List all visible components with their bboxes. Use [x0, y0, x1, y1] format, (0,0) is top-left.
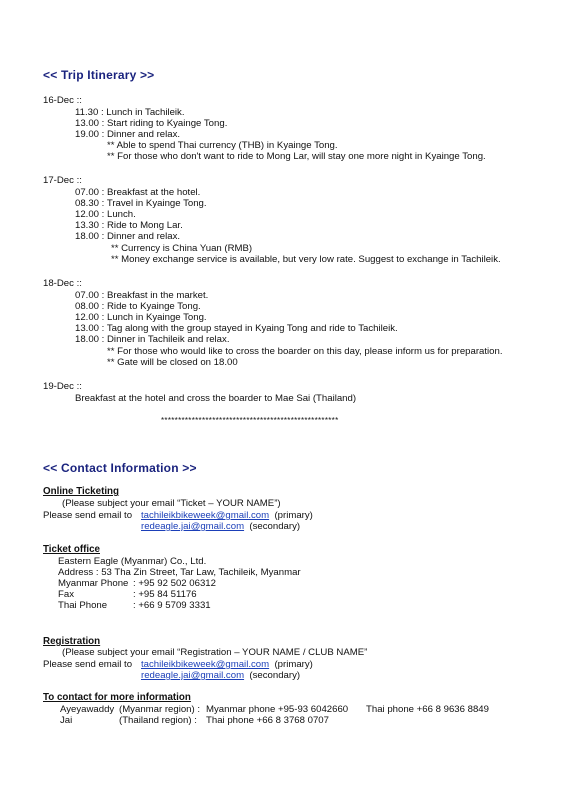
registration-title: Registration: [43, 636, 101, 647]
contact-name: Ayeyawaddy: [60, 704, 115, 715]
thai-phone-label: Thai Phone: [58, 600, 108, 611]
itinerary-item: 08.00 : Ride to Kyainge Tong.: [75, 301, 201, 312]
contact-phone: Thai phone +66 8 3768 0707: [206, 715, 329, 726]
secondary-tag: (secondary): [249, 521, 301, 532]
contact-heading: << Contact Information >>: [43, 461, 197, 475]
itinerary-heading: << Trip Itinerary >>: [43, 68, 155, 82]
more-info-title: To contact for more information: [43, 692, 191, 703]
reg-secondary-email-link[interactable]: redeagle.jai@gmail.com: [141, 670, 245, 681]
day-date: 16-Dec ::: [43, 95, 82, 106]
primary-email-link[interactable]: tachileikbikeweek@gmail.com: [141, 510, 270, 521]
itinerary-item: 19.00 : Dinner and relax.: [75, 129, 181, 140]
itinerary-note: ** For those who would like to cross the boarder on this day, please inform us for preparation.: [107, 346, 503, 357]
itinerary-item: 07.00 : Breakfast at the hotel.: [75, 187, 201, 198]
office-address: Address : 53 Tha Zin Street, Tar Law, Tachileik, Myanmar: [58, 567, 301, 578]
primary-email-row: [141, 510, 313, 522]
contact-region: (Myanmar region) :: [119, 704, 201, 715]
contact-name: Jai: [60, 715, 73, 726]
primary-tag: (primary): [274, 510, 313, 521]
itinerary-item: 07.00 : Breakfast in the market.: [75, 290, 209, 301]
contact-region: (Thailand region) :: [119, 715, 197, 726]
itinerary-note: ** Able to spend Thai currency (THB) in Kyainge Tong.: [107, 140, 338, 151]
itinerary-note: ** Money exchange service is available, but very low rate. Suggest to exchange in Tachileik.: [111, 254, 501, 265]
secondary-email-link[interactable]: redeagle.jai@gmail.com: [141, 521, 245, 532]
itinerary-item: 12.00 : Lunch in Kyainge Tong.: [75, 312, 207, 323]
send-email-label: Please send email to: [43, 659, 133, 670]
thai-phone-value: : +66 9 5709 3331: [133, 600, 211, 611]
itinerary-item: 13.00 : Start riding to Kyainge Tong.: [75, 118, 228, 129]
itinerary-item: 13.30 : Ride to Mong Lar.: [75, 220, 183, 231]
fax-label: Fax: [58, 589, 74, 600]
send-email-label: Please send email to: [43, 510, 133, 521]
online-ticketing-title: Online Ticketing: [43, 486, 120, 497]
itinerary-item: 13.00 : Tag along with the group stayed in Kyaing Tong and ride to Tachileik.: [75, 323, 398, 334]
phone-label: Myanmar Phone: [58, 578, 129, 589]
secondary-email-row: [141, 521, 300, 533]
reg-secondary-email-row: [141, 670, 300, 682]
primary-tag: (primary): [274, 659, 313, 670]
reg-primary-email-row: [141, 659, 313, 671]
ticket-office-title: Ticket office: [43, 544, 100, 555]
section-separator: ****************************************************: [161, 416, 339, 425]
itinerary-item: Breakfast at the hotel and cross the boarder to Mae Sai (Thailand): [75, 393, 357, 404]
company-name: Eastern Eagle (Myanmar) Co., Ltd.: [58, 556, 207, 567]
day-date: 18-Dec ::: [43, 278, 82, 289]
reg-primary-email-link[interactable]: tachileikbikeweek@gmail.com: [141, 659, 270, 670]
contact-phone: Myanmar phone +95-93 6042660: [206, 704, 349, 715]
registration-subject-note: (Please subject your email “Registration – YOUR NAME / CLUB NAME”: [62, 647, 368, 658]
itinerary-item: 11.30 : Lunch in Tachileik.: [75, 107, 185, 118]
itinerary-note: ** Currency is China Yuan (RMB): [111, 243, 253, 254]
phone-value: : +95 92 502 06312: [133, 578, 216, 589]
secondary-tag: (secondary): [249, 670, 301, 681]
day-date: 17-Dec ::: [43, 175, 82, 186]
day-date: 19-Dec ::: [43, 381, 82, 392]
itinerary-note: ** Gate will be closed on 18.00: [107, 357, 238, 368]
fax-value: : +95 84 51176: [133, 589, 197, 600]
contact-phone-secondary: Thai phone +66 8 9636 8849: [366, 704, 489, 715]
itinerary-item: 12.00 : Lunch.: [75, 209, 136, 220]
itinerary-note: ** For those who don't want to ride to Mong Lar, will stay one more night in Kyainge Tong.: [107, 151, 486, 162]
itinerary-item: 08.30 : Travel in Kyainge Tong.: [75, 198, 207, 209]
itinerary-item: 18.00 : Dinner in Tachileik and relax.: [75, 334, 230, 345]
itinerary-item: 18.00 : Dinner and relax.: [75, 231, 181, 242]
ticket-subject-note: (Please subject your email “Ticket – YOUR NAME”): [62, 498, 281, 509]
